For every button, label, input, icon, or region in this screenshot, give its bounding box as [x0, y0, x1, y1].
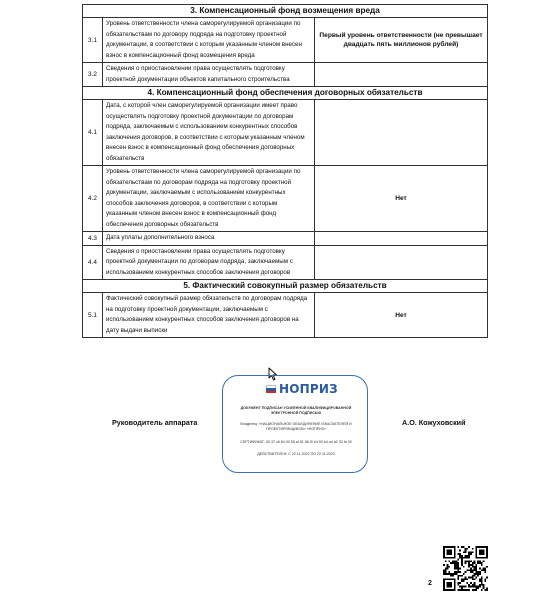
row-description: Уровень ответственности члена саморегулируемой организации по обязательствам по договору подряда на подготовку проектной документации, в соответствии с которым указанным членом внесен взнос в компенсационный фонд возмещения вреда: [103, 18, 315, 63]
row-number: 5.1: [83, 293, 103, 338]
electronic-signature-stamp: [222, 375, 368, 473]
row-value: Нет: [315, 293, 488, 338]
row-description: Сведения о приостановлении права осуществлять подготовку проектной документации объектов капитального строительства: [103, 63, 315, 87]
row-value: [315, 232, 488, 246]
table-row: [83, 100, 488, 166]
signature-role: Руководитель аппарата: [112, 418, 198, 427]
row-description: Дата уплаты дополнительного взноса: [103, 232, 315, 246]
row-value: Нет: [315, 166, 488, 232]
section-title: 5. Фактический совокупный размер обязательств: [83, 280, 488, 293]
table-row: [83, 18, 488, 63]
table-row: [83, 245, 488, 280]
row-value: [315, 63, 488, 87]
table-row: [83, 232, 488, 246]
info-table: [82, 4, 488, 338]
table-row: [83, 293, 488, 338]
stamp-line: ДОКУМЕНТ ПОДПИСАН УСИЛЕННОЙ КВАЛИФИЦИРОВАННОЙ: [240, 406, 352, 410]
row-number: 4.1: [83, 100, 103, 166]
row-value: [315, 245, 488, 280]
logo-text: НОПРИЗ: [279, 382, 338, 396]
row-number: 4.2: [83, 166, 103, 232]
stamp-line: ЭЛЕКТРОННОЙ ПОДПИСЬЮ: [270, 411, 322, 415]
row-number: 4.4: [83, 245, 103, 280]
row-description: Уровень ответственности члена саморегулируемой организации по обязательствам по договорам подряда на подготовку проектной документации, заключаемым с использованием конкурентных способов заключения договоров, в соответствии с которым указанным членом внесен взнос в компенсационный фонд обеспечения договорных обязательств: [103, 166, 315, 232]
section-header: [83, 280, 488, 293]
qr-code-icon: [443, 546, 488, 591]
stamp-line: СЕРТИФИКАТ: 53 37 c6 84 00 55 af 51 88 f0 b4 50 b4 a4 a2 33 fa 00: [240, 440, 352, 444]
page-number: 2: [428, 580, 432, 587]
table-row: [83, 63, 488, 87]
row-number: 3.2: [83, 63, 103, 87]
row-description: Фактический совокупный размер обязательств по договорам подряда на подготовку проектной документации, заключаемым с использованием конкурентных способов заключения договоров на дату выдачи выписки: [103, 293, 315, 338]
section-title: 3. Компенсационный фонд возмещения вреда: [83, 5, 488, 18]
stamp-line: Владелец: «НАЦИОНАЛЬНОЕ ОБЪЕДИНЕНИЕ ИЗЫСКАТЕЛЕЙ И: [240, 422, 352, 426]
table-row: [83, 166, 488, 232]
stamp-line: ПРОЕКТИРОВЩИКОВ» «НОПРИЗ»: [266, 427, 326, 431]
flag-icon: [266, 385, 276, 393]
section-header: [83, 5, 488, 18]
nopriz-logo: [266, 382, 338, 396]
row-description: Сведения о приостановлении права осуществлять подготовку проектной документации по договорам подряда, заключаемым с использованием конкурентных способов заключения договоров: [103, 245, 315, 280]
stamp-line: ДЕЙСТВИТЕЛЕН: С 22.11.2022 ПО 22.11.2023: [257, 452, 335, 456]
section-title: 4. Компенсационный фонд обеспечения договорных обязательств: [83, 87, 488, 100]
row-value: Первый уровень ответственности (не превышает двадцать пять миллионов рублей): [315, 18, 488, 63]
section-header: [83, 87, 488, 100]
row-number: 3.1: [83, 18, 103, 63]
row-description: Дата, с которой член саморегулируемой организации имеет право осуществлять подготовку проектной документации по договорам подряда, заключаемым с использованием конкурентных способов заключения договоров, в соответствии с которым указанным членом внесен взнос в компенсационный фонд обеспечения договорных обязательств: [103, 100, 315, 166]
row-number: 4.3: [83, 232, 103, 246]
signature-name: А.О. Кожуховский: [402, 418, 466, 427]
row-value: [315, 100, 488, 166]
